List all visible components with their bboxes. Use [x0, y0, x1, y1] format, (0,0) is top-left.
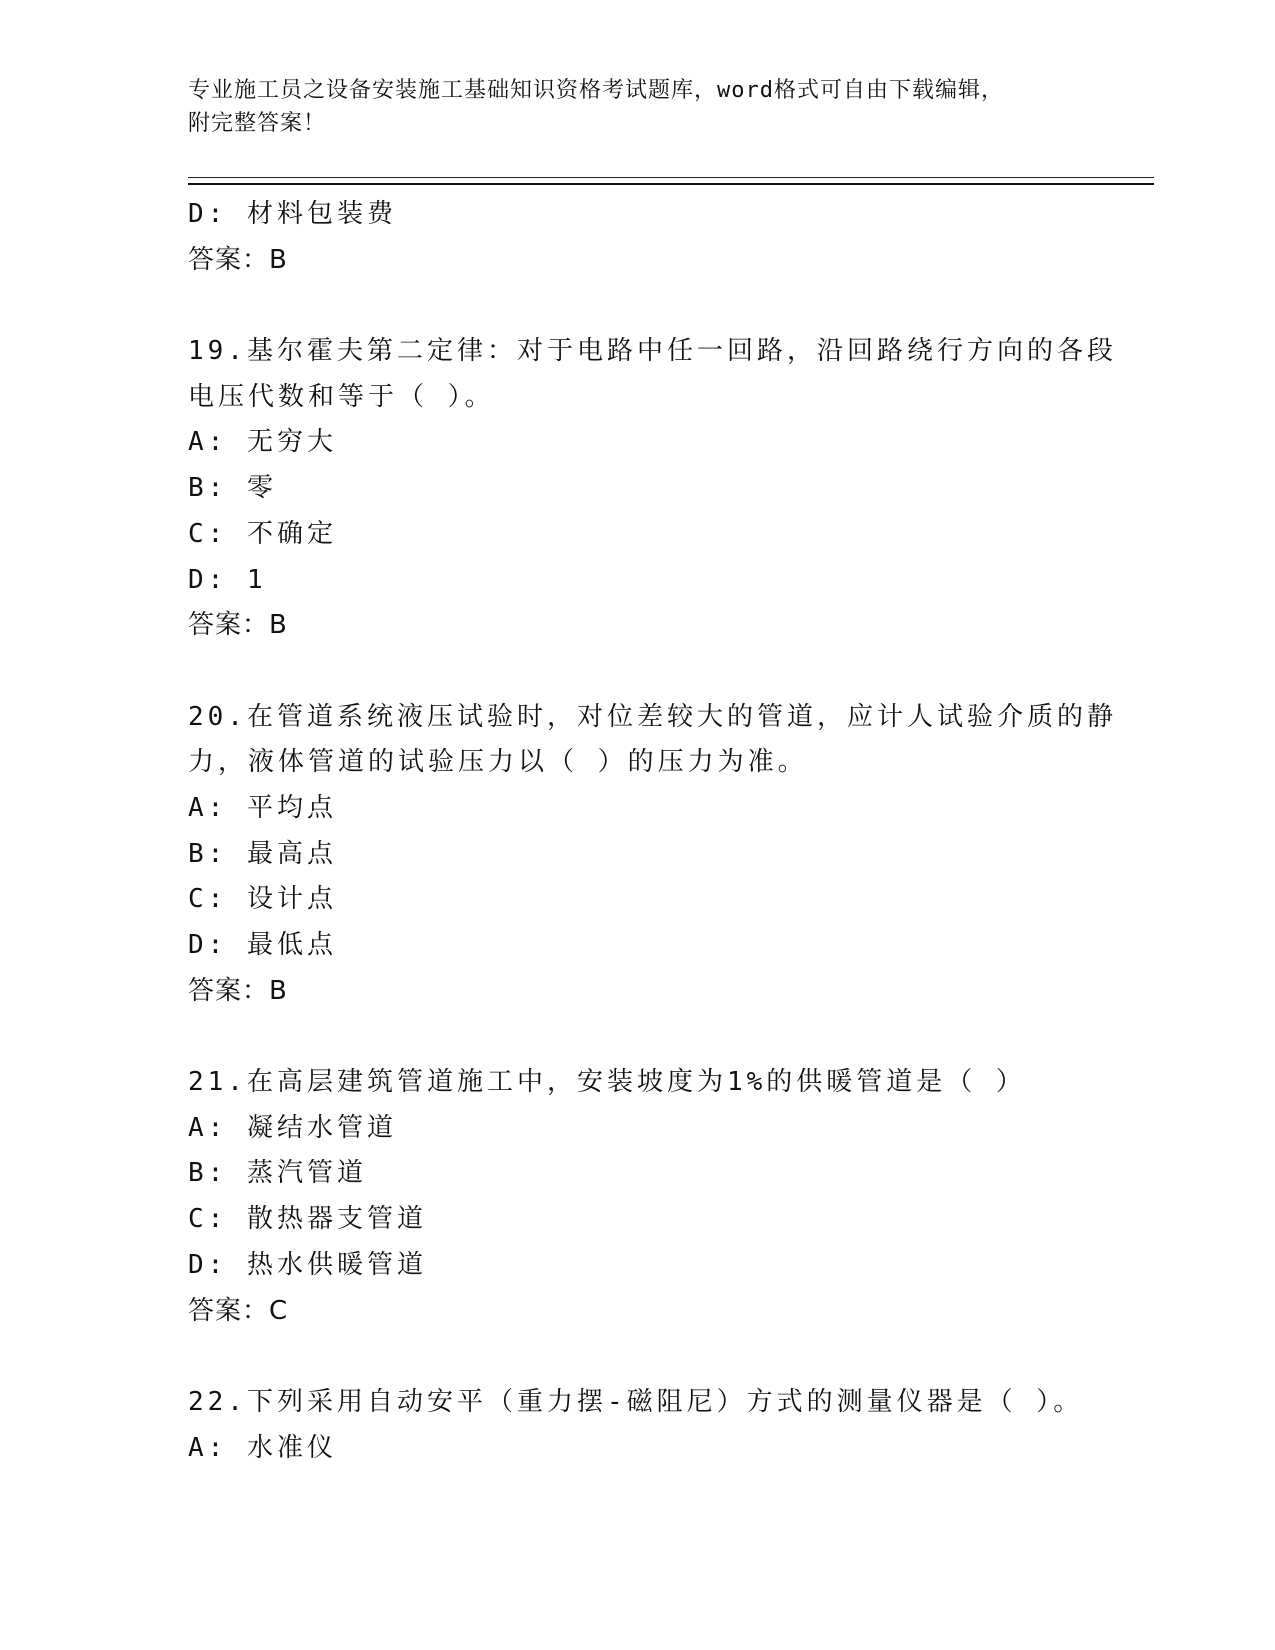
- question-19: [188, 329, 1117, 649]
- question-20: [188, 695, 1117, 1015]
- option-d: D: 最低点: [188, 930, 337, 960]
- question-text: 21.在高层建筑管道施工中，安装坡度为1%的供暖管道是（ ）: [188, 1067, 1026, 1098]
- option-a: A: 水准仪: [188, 1432, 337, 1463]
- answer-line: 答案：B: [188, 975, 288, 1006]
- question-text: 19.基尔霍夫第二定律：对于电路中任一回路，沿回路绕行方向的各段: [188, 336, 1117, 367]
- spacer: [188, 283, 1088, 329]
- option-a: A: 凝结水管道: [188, 1112, 397, 1143]
- option-d: D: 热水供暖管道: [188, 1249, 427, 1280]
- document-header: [188, 74, 1088, 140]
- option-d: D: 1: [188, 564, 267, 595]
- question-text: 22.下列采用自动安平（重力摆-磁阻尼）方式的测量仪器是（ ）。: [188, 1386, 1084, 1417]
- option-b: B: 零: [188, 473, 277, 504]
- question-list: [188, 192, 1117, 1471]
- question-text-cont: 力，液体管道的试验压力以（ ）的压力为准。: [188, 747, 808, 778]
- question-22: [188, 1380, 1088, 1471]
- spacer: [188, 649, 1088, 695]
- option-a: A: 平均点: [188, 792, 337, 823]
- answer-line: 答案：C: [188, 1295, 289, 1326]
- answer-line: 答案：B: [188, 244, 288, 275]
- option-a: A: 无穷大: [188, 427, 337, 458]
- option-b: B: 最高点: [188, 838, 337, 869]
- option-c: C: 不确定: [188, 518, 337, 549]
- question-text-cont: 电压代数和等于（ ）。: [188, 381, 495, 412]
- question-text: 20.在管道系统液压试验时，对位差较大的管道，应计人试验介质的静: [188, 701, 1117, 732]
- option-b: B: 蒸汽管道: [188, 1158, 367, 1189]
- answer-line: 答案：B: [188, 610, 288, 641]
- option-c: C: 散热器支管道: [188, 1204, 427, 1235]
- header-line-1: 专业施工员之设备安装施工基础知识资格考试题库，word格式可自由下载编辑，: [188, 78, 1004, 103]
- question-21: [188, 1060, 1088, 1334]
- spacer: [188, 1014, 1088, 1060]
- header-line-2: 附完整答案！: [188, 111, 327, 136]
- option-d: D: 材料包装费: [188, 199, 397, 229]
- spacer: [188, 1334, 1088, 1380]
- option-c: C: 设计点: [188, 884, 337, 915]
- header-divider-thin: [188, 177, 1154, 178]
- header-divider-thick: [188, 183, 1154, 185]
